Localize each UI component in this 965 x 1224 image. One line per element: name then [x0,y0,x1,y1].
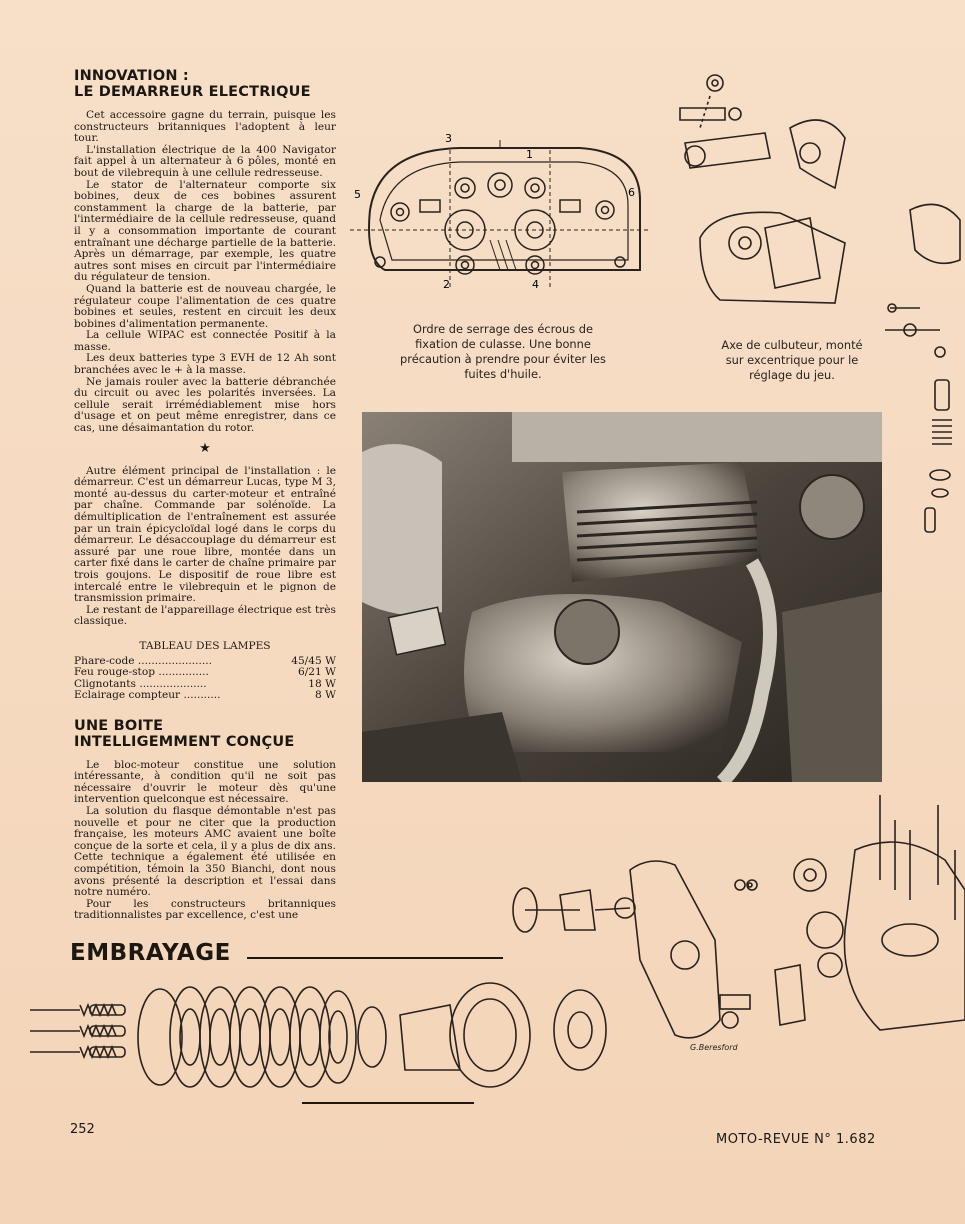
lamp-label: Eclairage compteur ........... [74,689,221,702]
lamp-value: 6/21 W [297,666,336,679]
cylinder-head-diagram [350,130,660,300]
paragraph: La cellule WIPAC est connectée Positif à la masse. [74,329,336,353]
clutch-exploded-drawing [20,975,640,1105]
lamps-table-title: TABLEAU DES LAMPES [139,639,271,652]
article-body-1 [74,110,336,435]
left-column [74,68,336,922]
small-parts-column [880,190,965,550]
paragraph: La solution du flasque démontable n'est pas nouvelle et pour ne citer que la production française, les moteurs AMC avaient une boîte conçue de la sorte et cela, il y a plus de dix ans. Cette technique a également été utilisée en compétition, témoin la 350 Bianchi, dont nous avons présenté la description et l'essai dans notre numéro. [74,804,336,899]
table-row [74,690,336,701]
lamp-value: 18 W [308,677,336,690]
title-line: LE DEMARREUR ELECTRIQUE [74,84,311,100]
paragraph: L'installation électrique de la 400 Navigator fait appel à un alternateur à 6 pôles, monté en bout de vilebrequin à une cellule redresseuse. [74,143,336,179]
lamp-value: 45/45 W [291,654,336,667]
section-label-embrayage: EMBRAYAGE [70,940,231,966]
paragraph: Le restant de l'appareillage électrique est très classique. [74,603,336,628]
engine-photo [362,412,882,782]
paragraph: Les deux batteries type 3 EVH de 12 Ah sont branchées avec le + à la masse. [74,352,336,377]
section-title-innovation [74,68,336,100]
lamps-table [74,656,336,702]
diagram-number: 3 [445,132,452,145]
artist-signature: G.Beresford [690,1043,738,1052]
magazine-issue: MOTO-REVUE N° 1.682 [716,1132,876,1147]
caption-cylinder-head: Ordre de serrage des écrous de fixation de culasse. Une bonne précaution à prendre pour éviter les fuites d'huile. [400,322,606,381]
diagram-number: 2 [443,278,450,291]
article-body-2 [74,466,336,628]
diagram-number: 5 [354,188,361,201]
diagram-number: 6 [628,186,635,199]
title-line: INNOVATION : [74,68,189,84]
caption-rocker-axis: Axe de culbuteur, monté sur excentrique pour le réglage du jeu. [721,338,863,382]
lamp-label: Phare-code ...................... [74,654,212,667]
lamp-label: Clignotants .................... [74,677,207,690]
star-separator: ★ [199,440,211,456]
paragraph: Ne jamais rouler avec la batterie débranchée du circuit ou avec les polarités inversées. La cellule serait irrémédiablement mise hors d'usage et on peut même enregistrer, dans ce cas, une désaimantation du rotor. [74,375,336,435]
paragraph: Quand la batterie est de nouveau chargée, le régulateur coupe l'alimentation de ces quatre bobines et seules, restent en circuit les deux bobines d'alimentation permanente. [74,282,336,330]
springs [30,1005,125,1057]
paragraph: Autre élément principal de l'installation : le démarreur. C'est un démarreur Lucas, type M 3, monté au-dessus du carter-moteur et entraîné par chaîne. Commande par solénoïde. La démultiplication de l'entraînement est assurée par un train épicycloïdal logé dans le corps du démarreur. Le désaccouplage du démarreur est assuré par une roue libre, montée dans un carter fixé dans le carter de chaîne primaire par trois goujons. Le dispositif de roue libre est intercalé entre le vilebrequin et le pignon de transmission primaire. [74,464,336,605]
paragraph: Pour les constructeurs britanniques traditionnalistes par excellence, c'est une [74,897,336,922]
paragraph: Le bloc-moteur constitue une solution intéressante, à condition qu'il ne soit pas nécessaire d'ouvrir le moteur dès qu'une intervention quelconque est nécessaire. [74,758,336,806]
title-line: UNE BOITE [74,717,164,734]
heading-rule [247,957,503,959]
rocker-assembly-drawing [670,68,870,308]
diagram-number: 4 [532,278,539,291]
diagram-number: 1 [526,148,533,161]
bottom-rule [302,1102,474,1104]
page-number: 252 [70,1122,95,1137]
lamp-value: 8 W [315,689,336,702]
paragraph: Cet accessoire gagne du terrain, puisque les constructeurs britanniques l'adoptent à leur tour. [74,109,336,145]
article-body-3 [74,760,336,922]
section-title-boite [74,718,336,750]
paragraph: Le stator de l'alternateur comporte six bobines, deux de ces bobines assurent constamment la charge de la batterie, par l'intermédiaire de la cellule redresseuse, quand il y a consommation importante de courant entraînant une décharge partielle de la batterie. Après un démarrage, par exemple, les quatre autres sont mises en circuit par l'intermédiaire du régulateur de tension. [74,178,336,284]
lamp-label: Feu rouge-stop ............... [74,666,209,679]
engine-photo-image [362,412,882,782]
title-line: INTELLIGEMMENT CONÇUE [74,733,295,750]
